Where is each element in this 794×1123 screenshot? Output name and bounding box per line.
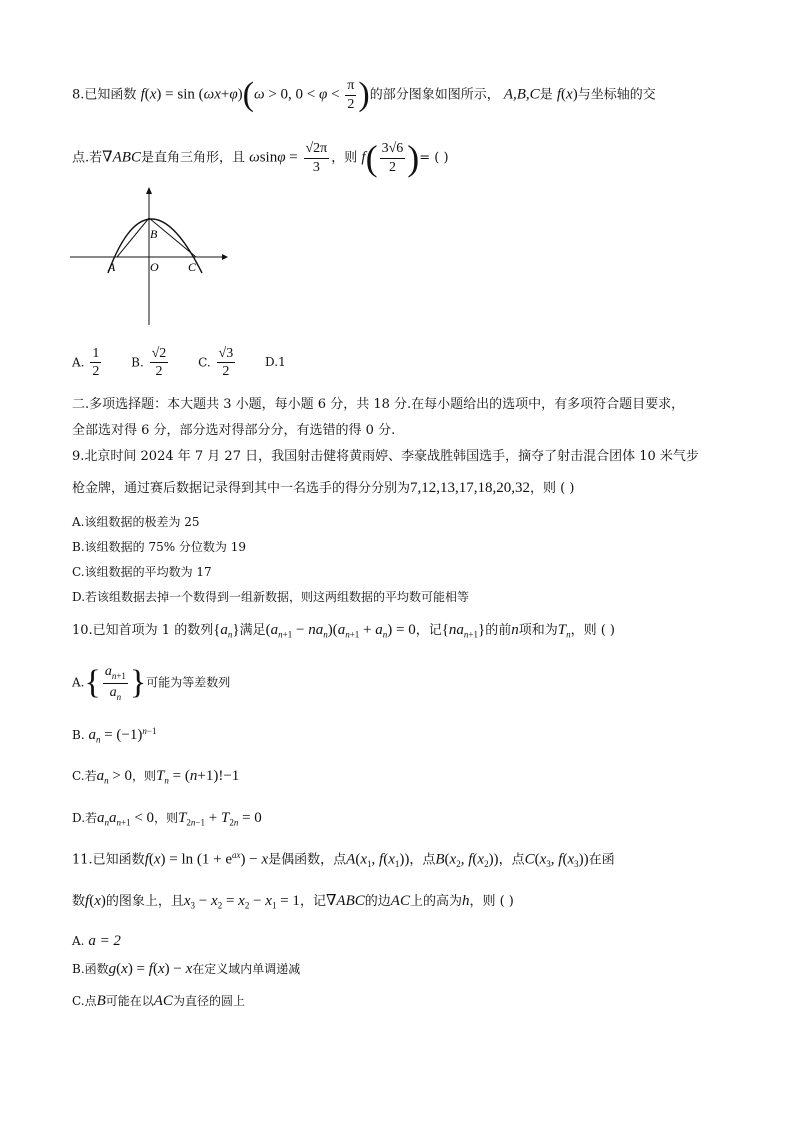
q11-line2-e: 上的高为 (409, 894, 462, 909)
section2-line2: 全部选对得 6 分，部分选对得部分分，有选错的得 0 分. (72, 423, 396, 438)
q10-b: 满足 (239, 623, 266, 638)
q11-line2-d: 的边 (364, 894, 391, 909)
q8-triangle: ∇ABC (102, 149, 141, 166)
q11-c: ，点 (409, 852, 436, 868)
q8-options (72, 346, 310, 380)
q8-number: 8. (72, 87, 85, 103)
q8-line2: 点.若∇ABC是直角三角形，且 ωsinφ = $\frac{√2\pi}{3}$ ，则 f( $\frac{3√6}{2}$ )= ( ) (72, 138, 449, 178)
segment-ab (117, 218, 149, 257)
q11-line2-b: 的图象上，且 (105, 894, 184, 909)
q11-option-c[interactable]: C.点B可能在以AC为直径的圆上 (72, 993, 245, 1009)
q11-stem-line2: 数f(x)的图象上，且$x_3 - x_2 = x_2 - x_1 = 1$，记∇ABC的边AC上的高为h，则 ( ) (72, 893, 514, 911)
q8-graph (68, 185, 228, 330)
x-axis-arrow (222, 254, 228, 260)
q8-formula: f (140, 86, 145, 103)
q10-option-b[interactable]: B. $a_n = (-1)^{n-1}$ (72, 726, 157, 745)
section2-line1: 二.多项选择题：本大题共 3 小题，每小题 6 分，共 18 分.在每小题给出的选项中，有多项符合题目要求， (72, 397, 685, 412)
q11-d: ，点 (498, 852, 525, 868)
q8-text-b: 的部分图象如图所示， (369, 87, 500, 103)
q8-option-c[interactable]: C. $\frac{√3}{2}$ (198, 346, 234, 380)
q11-b: 是偶函数，点 (268, 852, 347, 868)
q9-line2 (72, 481, 574, 496)
label-a: A (108, 260, 116, 274)
q8-text-d: 与坐标轴的交 (577, 87, 656, 103)
q11-line2-f: ，则 ( ) (469, 894, 514, 909)
q10-option-a[interactable]: A.{ $\frac{a_{n+1}}{a_n}$ }可能为等差数列 (72, 664, 231, 702)
q8-option-d[interactable]: D.1 (265, 355, 286, 370)
q8-line2-d: = ( ) (419, 150, 449, 166)
label-c: C (188, 260, 197, 274)
q9-line2-a: 枪金牌，通过赛后数据记录得到其中一名选手的得分分别为 (72, 481, 411, 496)
q10-c: ，记 (415, 623, 442, 638)
q8-text-c: 是 (539, 87, 553, 103)
q8-points: A,B,C (503, 86, 540, 103)
q11-option-b[interactable]: B.函数g(x) = f(x) − x在定义域内单调递减 (72, 961, 301, 977)
q10-f: ，则 ( ) (570, 623, 615, 638)
q8-option-b[interactable]: B. $\frac{√2}{2}$ (131, 346, 167, 380)
q11-stem-line1: 11.已知函数$f(x) = \ln (1 + e^{ax}) - x$是偶函数，点$A(x_1$, $f(x_1)$)，点$B(x_2$, $f(x_2)$)，点$C(x_3$, $f(x_3)$)在函 (72, 850, 615, 869)
q9-line2-b: ，则 ( ) (530, 481, 575, 496)
q9-data: 7,12,13,17,18,20,32 (410, 480, 531, 496)
q9-option-c[interactable]: C.该组数据的平均数为 17 (72, 565, 212, 579)
q11-a: 11.已知函数 (72, 852, 145, 868)
q8-line1: 8.已知函数 f(x) = sin (ωx+φ)(ω > 0, 0 < φ < $\frac{\pi}{2}$ )的部分图象如图所示， A,B,C是 f(x)与坐标轴的交 (72, 76, 656, 113)
q10-a: 10.已知首项为 1 的数列 (72, 623, 214, 638)
q11-e: 在函 (588, 852, 615, 868)
q9-option-a[interactable]: A.该组数据的极差为 25 (72, 515, 200, 529)
q10-option-c[interactable]: C.若$a_n > 0$，则$T_n = (n+1)!-1$ (72, 768, 240, 786)
q9-line1: 9.北京时间 2024 年 7 月 27 日，我国射击健将黄雨婷、李豪战胜韩国选手，摘夺了射击混合团体 10 米气步 (72, 449, 699, 464)
q8-option-a[interactable]: A. $\frac{1}{2}$ (72, 346, 100, 380)
q8-text: 已知函数 (84, 87, 137, 103)
q8-line2-b: 是直角三角形，且 (140, 150, 245, 166)
q9-option-b[interactable]: B.该组数据的 75% 分位数为 19 (72, 540, 247, 554)
y-axis-arrow (146, 187, 152, 194)
q8-line2-c: ，则 (331, 150, 358, 166)
q10-e: 项和为 (518, 623, 558, 638)
q8-line2-a: 点.若 (72, 150, 103, 166)
q10-d: 的前 (485, 623, 512, 638)
q10-option-d[interactable]: D.若$a_na_{n+1} < 0$，则$T_{2n-1} + T_{2n} = 0$ (72, 810, 262, 828)
q11-line2-c: ，记 (299, 894, 326, 909)
label-o: O (150, 260, 159, 274)
q11-line2-a: 数 (72, 894, 86, 909)
label-b: B (150, 227, 158, 241)
q10-stem: 10.已知首项为 1 的数列$\{a_n\}$满足$(a_{n+1} - na_n)(a_{n+1} + a_n) = 0$，记$\{na_{n+1}\}$的前n项和为$T_n$，则 ( ) (72, 622, 615, 640)
q11-option-a[interactable]: A. a = 2 (72, 933, 121, 949)
q9-option-d[interactable]: D.若该组数据去掉一个数得到一组新数据，则这两组数据的平均数可能相等 (72, 590, 470, 604)
